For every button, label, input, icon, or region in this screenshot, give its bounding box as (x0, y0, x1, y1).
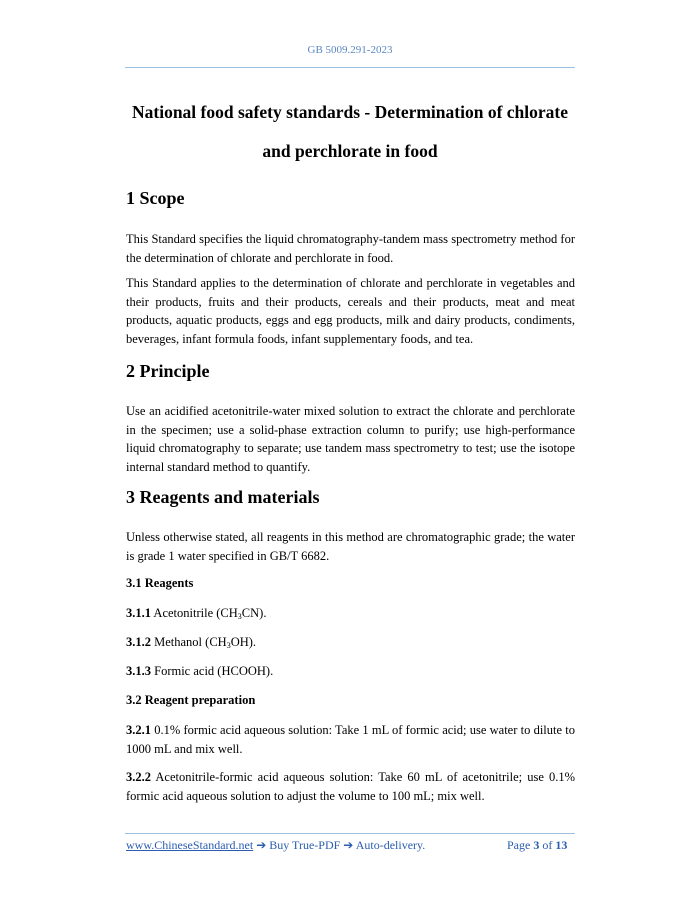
of-label: of (542, 838, 553, 852)
page-total: 13 (555, 838, 568, 852)
principle-paragraph: Use an acidified acetonitrile-water mixed solution to extract the chlorate and perchlorate in the specimen; use a solid-phase extraction column to purify; use high-performance liquid chromatography to separate; use tandem mass spectrometry to test; use the isotope internal standard method to quantify. (126, 404, 575, 474)
subsection-heading-reagent-preparation: 3.2 Reagent preparation (126, 693, 256, 707)
item-number: 3.1.2 (126, 635, 151, 649)
reagent-item-3-1-1 (126, 604, 575, 627)
item-text: CN). (241, 606, 267, 620)
item-subscript: 3 (226, 641, 231, 650)
header-doc-id: GB 5009.291-2023 (307, 44, 393, 56)
item-number: 3.1.1 (126, 606, 151, 620)
prep-item-3-2-1 (126, 721, 575, 758)
item-text: 0.1% formic acid aqueous solution: Take 1 mL of formic acid; use water to dilute to 1000 mL and mix well. (126, 723, 575, 756)
item-text: Formic acid (HCOOH). (151, 664, 274, 678)
footer-buy-text: Buy True-PDF (269, 838, 341, 852)
page-number (507, 838, 567, 853)
arrow-icon: ➔ (340, 838, 356, 852)
scope-paragraph-1: This Standard specifies the liquid chromatography-tandem mass spectrometry method for the determination of chlorate and perchlorate in food. (126, 232, 575, 265)
header-rule (125, 67, 575, 68)
item-number: 3.2.2 (126, 770, 151, 784)
reagent-item-3-1-2 (126, 633, 575, 656)
item-number: 3.1.3 (126, 664, 151, 678)
footer-site-link[interactable]: www.ChineseStandard.net (126, 838, 254, 852)
item-text: OH). (230, 635, 257, 649)
item-text: Acetonitrile-formic acid aqueous solution: Take 60 mL of acetonitrile; use 0.1% formic acid aqueous solution to adjust the volume to 100 mL; mix well. (126, 770, 575, 803)
footer-rule (125, 833, 575, 834)
footer-promo (126, 838, 425, 853)
arrow-icon: ➔ (253, 838, 270, 852)
item-subscript: 3 (237, 612, 242, 621)
section-heading-reagents: 3 Reagents and materials (126, 487, 320, 507)
item-text: Acetonitrile (CH (151, 606, 238, 620)
title-line-2: and perchlorate in food (262, 141, 438, 161)
section-heading-scope: 1 Scope (126, 188, 185, 208)
item-number: 3.2.1 (126, 723, 151, 737)
item-text: Methanol (CH (151, 635, 227, 649)
page-title (110, 93, 590, 171)
prep-item-3-2-2 (126, 768, 575, 805)
subsection-heading-reagents: 3.1 Reagents (126, 576, 194, 590)
reagents-intro: Unless otherwise stated, all reagents in this method are chromatographic grade; the water is grade 1 water specified in GB/T 6682. (126, 530, 575, 563)
scope-paragraph-2: This Standard applies to the determination of chlorate and perchlorate in vegetables and their products, fruits and their products, cereals and their products, meat and meat products, aquatic products, eggs and egg products, milk and dairy products, condiments, beverages, infant formula foods, infant supplementary foods, and tea. (126, 276, 575, 346)
page-label: Page (507, 838, 531, 852)
page-current: 3 (533, 838, 540, 852)
section-heading-principle: 2 Principle (126, 361, 210, 381)
reagent-item-3-1-3 (126, 662, 575, 681)
footer-delivery-text: Auto-delivery. (355, 838, 426, 852)
title-line-1: National food safety standards - Determination of chlorate (132, 102, 568, 122)
